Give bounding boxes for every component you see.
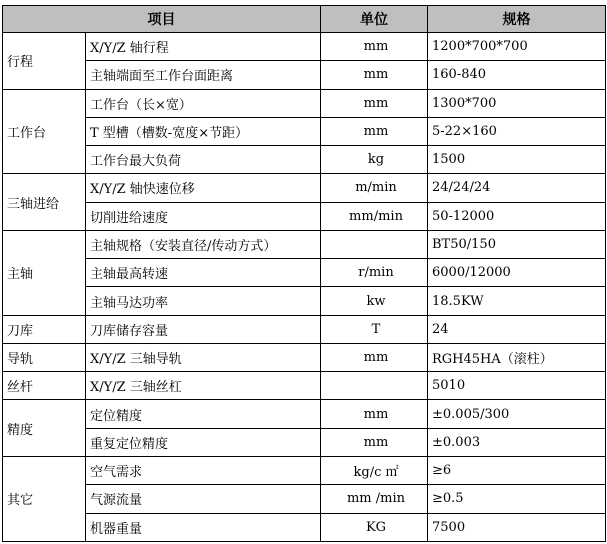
item-cell: 主轴规格（安装直径/传动方式）	[86, 230, 321, 258]
spec-cell: 7500	[428, 513, 606, 541]
item-cell: 空气需求	[86, 456, 321, 484]
spec-cell: 160-840	[428, 61, 606, 89]
spec-cell: 6000/12000	[428, 259, 606, 287]
unit-cell: mm	[321, 117, 428, 145]
table-row	[3, 230, 606, 258]
table-row	[3, 33, 606, 61]
group-name: 工作台	[3, 89, 86, 174]
item-cell: X/Y/Z 轴快速位移	[86, 174, 321, 202]
table-row	[3, 343, 606, 371]
unit-cell: kg/c ㎡	[321, 456, 428, 484]
group-name: 其它	[3, 456, 86, 541]
header-unit: 单位	[321, 6, 428, 33]
table-row	[3, 146, 606, 174]
unit-cell: mm	[321, 33, 428, 61]
spec-cell: 24	[428, 315, 606, 343]
table-row	[3, 372, 606, 400]
group-name: 三轴进给	[3, 174, 86, 231]
item-cell: X/Y/Z 三轴丝杠	[86, 372, 321, 400]
unit-cell: mm	[321, 89, 428, 117]
group-name: 丝杆	[3, 372, 86, 400]
unit-cell: r/min	[321, 259, 428, 287]
item-cell: 刀库储存容量	[86, 315, 321, 343]
spec-table	[2, 5, 606, 542]
table-row	[3, 259, 606, 287]
table-row	[3, 513, 606, 541]
group-name: 导轨	[3, 343, 86, 371]
unit-cell: mm	[321, 343, 428, 371]
spec-cell: ≥6	[428, 456, 606, 484]
table-row	[3, 456, 606, 484]
item-cell: 定位精度	[86, 400, 321, 428]
item-cell: 主轴最高转速	[86, 259, 321, 287]
spec-cell: 5010	[428, 372, 606, 400]
spec-cell: RGH45HA（滚柱）	[428, 343, 606, 371]
spec-cell: 24/24/24	[428, 174, 606, 202]
spec-cell: 1300*700	[428, 89, 606, 117]
table-row	[3, 287, 606, 315]
spec-cell: 50-12000	[428, 202, 606, 230]
unit-cell: mm/min	[321, 202, 428, 230]
table-row	[3, 117, 606, 145]
group-name: 主轴	[3, 230, 86, 315]
item-cell: X/Y/Z 三轴导轨	[86, 343, 321, 371]
unit-cell: kw	[321, 287, 428, 315]
item-cell: 重复定位精度	[86, 428, 321, 456]
unit-cell: T	[321, 315, 428, 343]
table-row	[3, 485, 606, 513]
table-row	[3, 400, 606, 428]
item-cell: X/Y/Z 轴行程	[86, 33, 321, 61]
item-cell: 气源流量	[86, 485, 321, 513]
unit-cell: mm /min	[321, 485, 428, 513]
unit-cell: mm	[321, 428, 428, 456]
header-row	[3, 6, 606, 33]
group-name: 精度	[3, 400, 86, 457]
table-row	[3, 202, 606, 230]
spec-cell: ±0.005/300	[428, 400, 606, 428]
header-spec: 规格	[428, 6, 606, 33]
unit-cell: kg	[321, 146, 428, 174]
table-row	[3, 174, 606, 202]
item-cell: T 型槽（槽数-宽度×节距）	[86, 117, 321, 145]
table-row	[3, 89, 606, 117]
header-item: 项目	[3, 6, 321, 33]
item-cell: 工作台最大负荷	[86, 146, 321, 174]
item-cell: 主轴端面至工作台面距离	[86, 61, 321, 89]
unit-cell	[321, 372, 428, 400]
spec-cell: 5-22×160	[428, 117, 606, 145]
table-row	[3, 61, 606, 89]
spec-cell: ±0.003	[428, 428, 606, 456]
unit-cell: mm	[321, 400, 428, 428]
item-cell: 机器重量	[86, 513, 321, 541]
spec-cell: 18.5KW	[428, 287, 606, 315]
spec-cell: 1200*700*700	[428, 33, 606, 61]
unit-cell: KG	[321, 513, 428, 541]
table-row	[3, 315, 606, 343]
spec-cell: BT50/150	[428, 230, 606, 258]
group-name: 行程	[3, 33, 86, 90]
table-row	[3, 428, 606, 456]
table-body	[3, 33, 606, 542]
unit-cell: m/min	[321, 174, 428, 202]
item-cell: 切削进给速度	[86, 202, 321, 230]
item-cell: 工作台（长×宽）	[86, 89, 321, 117]
spec-cell: 1500	[428, 146, 606, 174]
group-name: 刀库	[3, 315, 86, 343]
unit-cell	[321, 230, 428, 258]
item-cell: 主轴马达功率	[86, 287, 321, 315]
unit-cell: mm	[321, 61, 428, 89]
spec-cell: ≥0.5	[428, 485, 606, 513]
